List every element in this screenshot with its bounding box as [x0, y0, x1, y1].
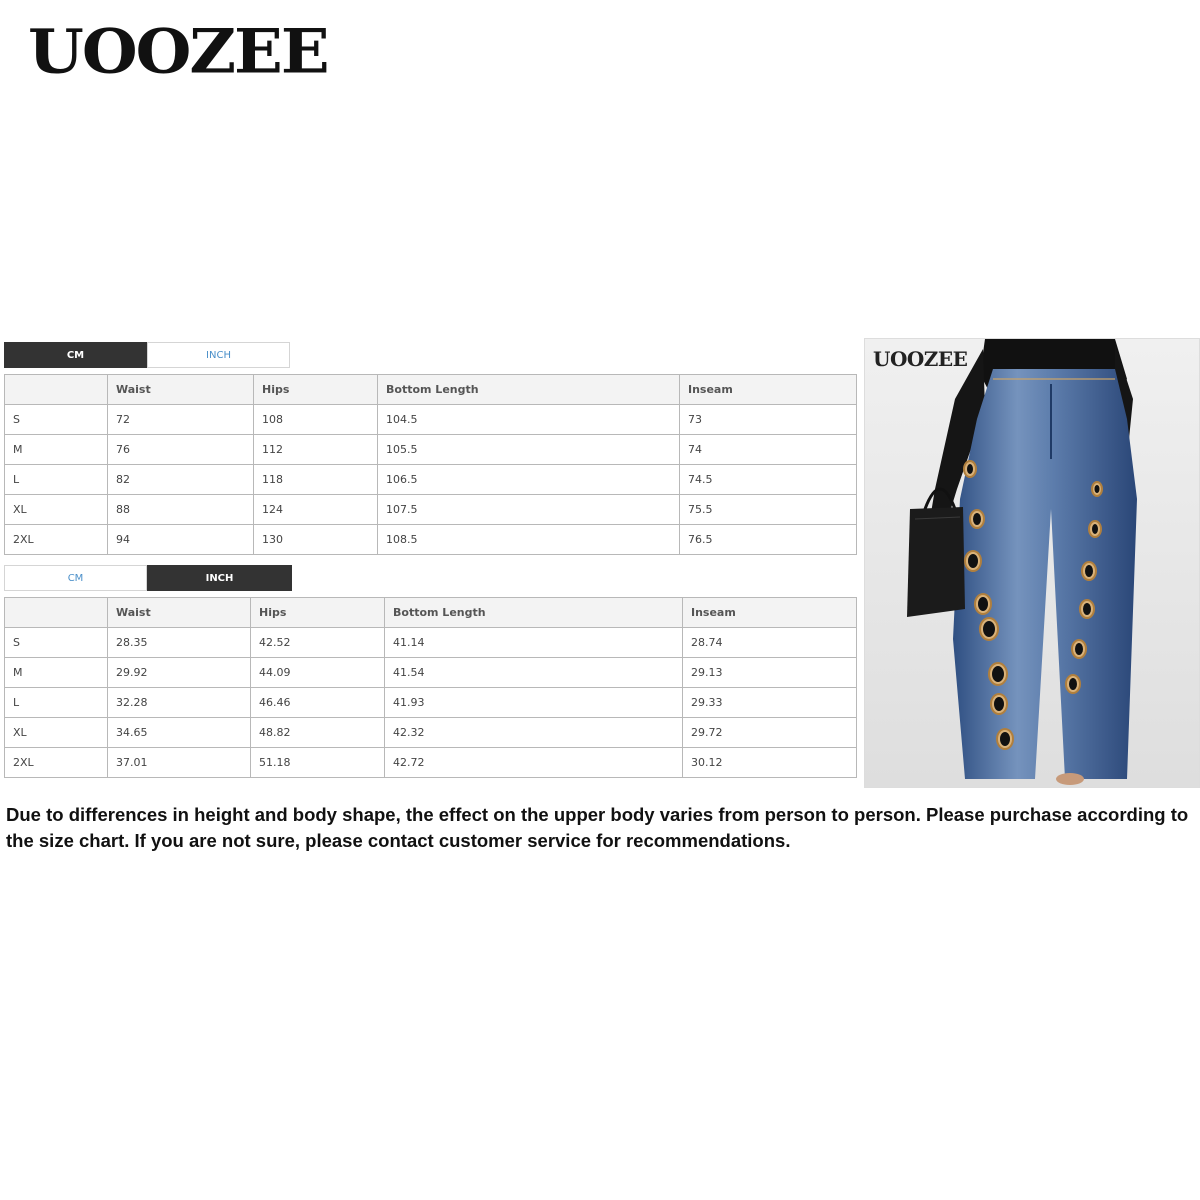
table-cell: XL [5, 495, 108, 525]
header-cell [5, 598, 108, 628]
table-cell: 28.74 [683, 628, 857, 658]
header-cell: Waist [108, 375, 254, 405]
table-cell: 41.54 [385, 658, 683, 688]
table-cell: 88 [108, 495, 254, 525]
tab-inch[interactable]: INCH [147, 342, 290, 368]
product-photo [864, 338, 1200, 788]
table-row [5, 525, 857, 555]
table-cell: 34.65 [108, 718, 251, 748]
table-cell: 48.82 [251, 718, 385, 748]
table-row [5, 465, 857, 495]
header-cell: Bottom Length [385, 598, 683, 628]
table-row [5, 628, 857, 658]
table-cell: 108.5 [378, 525, 680, 555]
table-cell: 108 [254, 405, 378, 435]
table-cell: 28.35 [108, 628, 251, 658]
table-cell: 41.93 [385, 688, 683, 718]
header-cell: Inseam [680, 375, 857, 405]
table-cell: L [5, 688, 108, 718]
table-cell: M [5, 435, 108, 465]
table-cell: 130 [254, 525, 378, 555]
tab-cm[interactable]: CM [4, 565, 147, 591]
table-cell: 94 [108, 525, 254, 555]
table-cell: 112 [254, 435, 378, 465]
table-row [5, 688, 857, 718]
size-table-cm [4, 374, 857, 555]
table-cell: 104.5 [378, 405, 680, 435]
table-cell: 72 [108, 405, 254, 435]
jeans-illustration [865, 339, 1199, 787]
table-cell: M [5, 658, 108, 688]
table-cell: 105.5 [378, 435, 680, 465]
table-cell: 106.5 [378, 465, 680, 495]
table-cell: 32.28 [108, 688, 251, 718]
table-row [5, 748, 857, 778]
table-cell: 29.33 [683, 688, 857, 718]
table-cell: 82 [108, 465, 254, 495]
tab-inch[interactable]: INCH [147, 565, 292, 591]
table-cell: 76 [108, 435, 254, 465]
table-cell: 30.12 [683, 748, 857, 778]
tab-cm[interactable]: CM [4, 342, 147, 368]
table-header-row [5, 598, 857, 628]
table-cell: 107.5 [378, 495, 680, 525]
table-cell: 74.5 [680, 465, 857, 495]
table-cell: 44.09 [251, 658, 385, 688]
table-cell: 74 [680, 435, 857, 465]
table-cell: 42.52 [251, 628, 385, 658]
header-cell [5, 375, 108, 405]
table-row [5, 495, 857, 525]
table-cell: 118 [254, 465, 378, 495]
table-cell: S [5, 405, 108, 435]
header-cell: Waist [108, 598, 251, 628]
table-cell: 29.13 [683, 658, 857, 688]
table-cell: 73 [680, 405, 857, 435]
header-cell: Bottom Length [378, 375, 680, 405]
brand-logo: UOOZEE [28, 16, 328, 88]
table-cell: 2XL [5, 748, 108, 778]
table-cell: 75.5 [680, 495, 857, 525]
table-cell: 76.5 [680, 525, 857, 555]
table-row [5, 405, 857, 435]
table-cell: 42.32 [385, 718, 683, 748]
table-cell: 29.72 [683, 718, 857, 748]
table-cell: 46.46 [251, 688, 385, 718]
table-cell: 29.92 [108, 658, 251, 688]
table-cell: XL [5, 718, 108, 748]
table-cell: 42.72 [385, 748, 683, 778]
table-header-row [5, 375, 857, 405]
table-row [5, 435, 857, 465]
table-row [5, 718, 857, 748]
table-cell: 51.18 [251, 748, 385, 778]
photo-brand-watermark: UOOZEE [873, 347, 968, 371]
table-cell: 2XL [5, 525, 108, 555]
header-cell: Hips [251, 598, 385, 628]
table-row [5, 658, 857, 688]
header-cell: Hips [254, 375, 378, 405]
table-cell: 124 [254, 495, 378, 525]
size-notice: Due to differences in height and body shape, the effect on the upper body varies from person to person. Please purchase according to the size chart. If you are not sure, please contact customer service for recommendations. [6, 804, 1189, 851]
unit-tabs-cm-section [4, 342, 290, 368]
header-cell: Inseam [683, 598, 857, 628]
table-cell: S [5, 628, 108, 658]
table-cell: L [5, 465, 108, 495]
table-cell: 37.01 [108, 748, 251, 778]
size-table-inch [4, 597, 857, 778]
table-cell: 41.14 [385, 628, 683, 658]
unit-tabs-inch-section [4, 565, 292, 591]
